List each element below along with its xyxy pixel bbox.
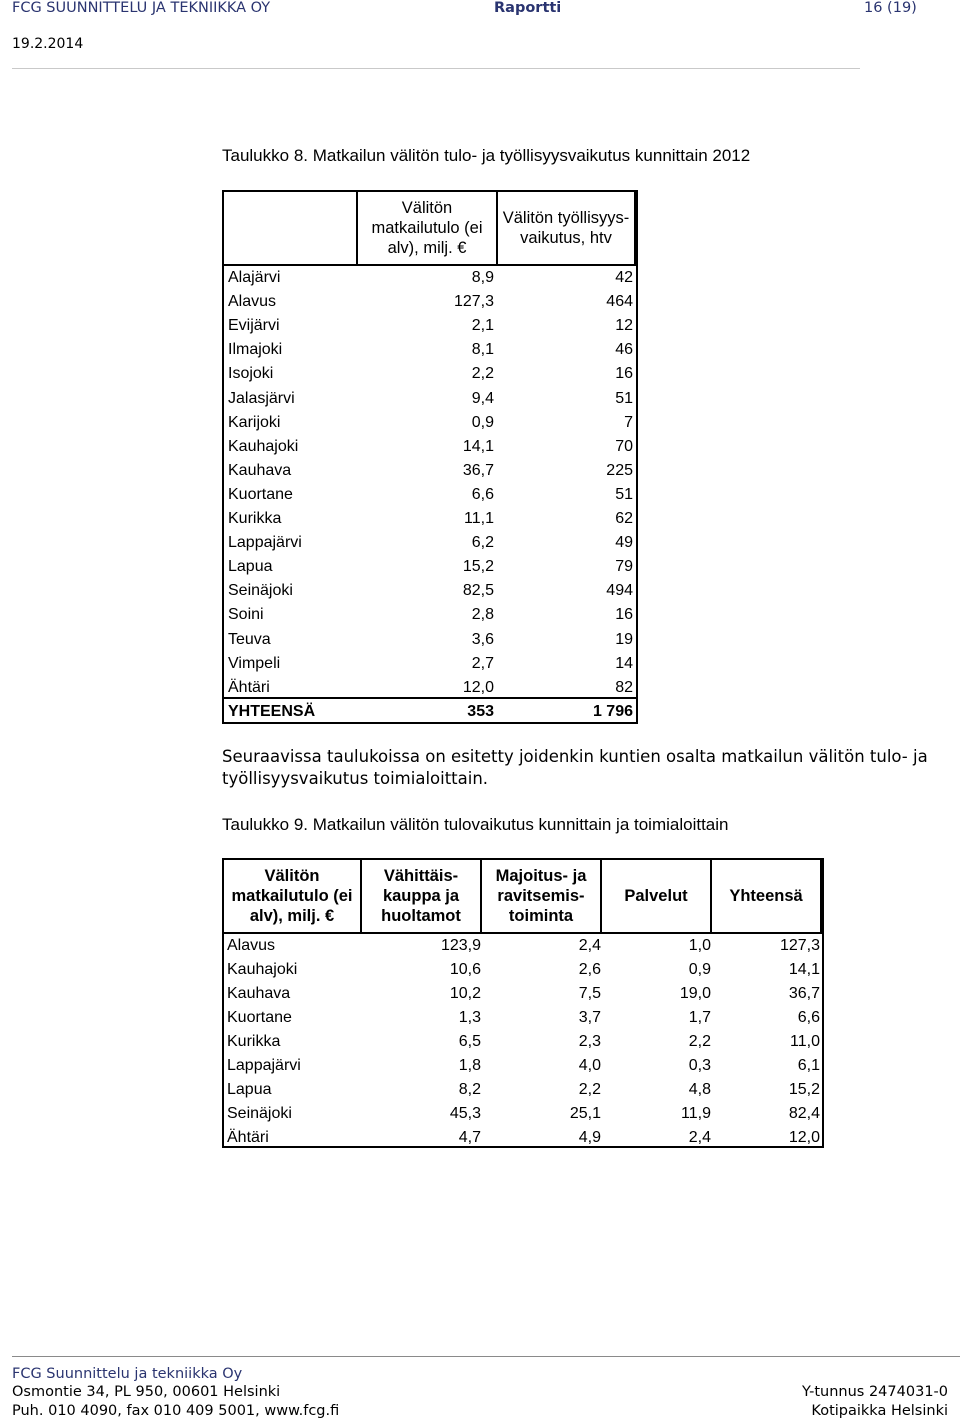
employment-cell: 42 <box>615 269 633 286</box>
table8-header-employment: Välitön työllisyys-vaikutus, htv <box>498 192 636 264</box>
income-cell: 6,2 <box>471 534 494 552</box>
total-cell: 11,0 <box>790 1033 820 1050</box>
total-cell: 6,6 <box>797 1009 820 1026</box>
income-cell: 15,2 <box>462 558 494 576</box>
table-row <box>224 1030 822 1054</box>
income-cell: 3,6 <box>471 630 494 648</box>
retail-cell: 2,2 <box>578 1081 601 1098</box>
header-company: FCG SUUNNITTELU JA TEKNIIKKA OY <box>12 0 271 16</box>
income-cell: 1,8 <box>458 1057 481 1074</box>
accommodation-cell: 0,3 <box>688 1057 711 1074</box>
income-cell: 8,9 <box>471 269 494 286</box>
municipality-cell: Alavus <box>228 293 277 311</box>
accommodation-cell: 11,9 <box>681 1105 711 1122</box>
employment-cell: 19 <box>615 630 633 648</box>
income-cell: 2,1 <box>471 317 494 335</box>
table-row <box>224 1126 822 1150</box>
municipality-cell: Kurikka <box>228 510 282 527</box>
employment-cell: 494 <box>606 582 633 600</box>
total-cell: 82,4 <box>788 1105 820 1122</box>
footer-divider <box>12 1356 960 1357</box>
header-page-number: 16 (19) <box>864 0 917 16</box>
footer-contact: Puh. 010 4090, fax 010 409 5001, www.fcg.fi <box>12 1403 340 1419</box>
total-cell: 6,1 <box>797 1057 820 1074</box>
municipality-cell: Kauhajoki <box>227 961 298 978</box>
header-date: 19.2.2014 <box>12 36 84 52</box>
accommodation-cell: 1,0 <box>688 937 711 954</box>
retail-cell: 4,0 <box>578 1057 601 1074</box>
income-cell: 1,3 <box>458 1009 481 1026</box>
table8 <box>222 190 638 724</box>
retail-cell: 2,4 <box>578 937 601 954</box>
body-paragraph: Seuraavissa taulukoissa on esitetty joidenkin kuntien osalta matkailun välitön tulo- ja työllisyysvaikutus toimialoittain. <box>222 747 928 788</box>
total-cell: 14,1 <box>788 961 820 978</box>
table-row <box>224 483 636 507</box>
income-cell: 8,2 <box>458 1081 481 1098</box>
municipality-cell: Isojoki <box>228 365 274 383</box>
income-cell: 12,0 <box>462 678 494 696</box>
municipality-cell: Kuortane <box>227 1009 292 1026</box>
footer-business-id: Y-tunnus 2474031-0 <box>801 1384 948 1400</box>
table-row <box>224 387 636 411</box>
header-divider <box>12 68 860 69</box>
accommodation-cell: 0,9 <box>688 961 711 978</box>
employment-cell: 46 <box>615 341 633 359</box>
table-row <box>224 1102 822 1126</box>
municipality-cell: Vimpeli <box>228 654 281 672</box>
table8-total-row <box>224 700 636 724</box>
total-cell: 15,2 <box>788 1081 820 1098</box>
employment-cell: 16 <box>615 606 633 624</box>
income-cell: 6,6 <box>471 485 494 503</box>
retail-cell: 4,9 <box>578 1129 601 1146</box>
income-cell: 127,3 <box>453 293 494 311</box>
accommodation-cell: 19,0 <box>679 985 711 1002</box>
employment-cell: 7 <box>624 413 633 431</box>
municipality-cell: Ilmajoki <box>228 341 283 359</box>
table9-header-total: Yhteensä <box>712 860 822 932</box>
municipality-cell: Alajärvi <box>228 269 281 286</box>
municipality-cell: Soini <box>228 606 264 624</box>
employment-cell: 464 <box>606 293 633 311</box>
employment-cell: 82 <box>615 678 633 696</box>
municipality-cell: Lappajärvi <box>227 1057 301 1074</box>
table-row <box>224 1078 822 1102</box>
table-row <box>224 411 636 435</box>
footer-company: FCG Suunnittelu ja tekniikka Oy <box>12 1366 243 1382</box>
table8-total-divider <box>224 697 636 699</box>
income-cell: 45,3 <box>449 1105 481 1122</box>
accommodation-cell: 1,7 <box>688 1009 711 1026</box>
retail-cell: 2,6 <box>578 961 601 978</box>
municipality-cell: Jalasjärvi <box>228 389 295 407</box>
table9-header-accommodation: Majoitus- ja ravitsemis-toiminta <box>482 860 602 932</box>
income-cell: 4,7 <box>458 1129 481 1146</box>
table-row <box>224 555 636 579</box>
municipality-cell: Kauhajoki <box>228 437 299 455</box>
table-row <box>224 338 636 362</box>
income-cell: 36,7 <box>462 461 494 479</box>
municipality-cell: Lapua <box>227 1081 272 1098</box>
municipality-cell: Evijärvi <box>228 317 280 335</box>
municipality-cell: Ähtäri <box>228 678 270 696</box>
income-cell: 2,2 <box>471 365 494 383</box>
income-cell: 6,5 <box>458 1033 481 1050</box>
table-row <box>224 531 636 555</box>
table-row <box>224 1054 822 1078</box>
income-cell: 14,1 <box>462 437 494 455</box>
table8-total-income: 353 <box>467 703 494 720</box>
municipality-cell: Lapua <box>228 558 273 576</box>
table8-header-income: Välitön matkailutulo (ei alv), milj. € <box>358 192 498 264</box>
income-cell: 0,9 <box>471 413 494 431</box>
header-doc-type: Raportti <box>494 0 562 16</box>
income-cell: 82,5 <box>462 582 494 600</box>
table9-header-income: Välitön matkailutulo (ei alv), milj. € <box>224 860 362 932</box>
table-row <box>224 362 636 386</box>
retail-cell: 25,1 <box>569 1105 601 1122</box>
total-cell: 36,7 <box>788 985 820 1002</box>
total-cell: 12,0 <box>788 1129 820 1146</box>
accommodation-cell: 2,4 <box>688 1129 711 1146</box>
employment-cell: 49 <box>615 534 633 552</box>
income-cell: 11,1 <box>464 510 494 527</box>
income-cell: 8,1 <box>471 341 494 359</box>
table8-total-label: YHTEENSÄ <box>228 703 316 720</box>
municipality-cell: Karijoki <box>228 413 281 431</box>
retail-cell: 2,3 <box>578 1033 601 1050</box>
employment-cell: 12 <box>615 317 633 335</box>
table-row <box>224 459 636 483</box>
page-header <box>12 0 948 60</box>
table-row <box>224 958 822 982</box>
municipality-cell: Teuva <box>228 630 271 648</box>
table8-total-employment: 1 796 <box>592 703 633 720</box>
footer-address: Osmontie 34, PL 950, 00601 Helsinki <box>12 1384 281 1400</box>
accommodation-cell: 4,8 <box>688 1081 711 1098</box>
table9-header-services: Palvelut <box>602 860 712 932</box>
employment-cell: 51 <box>615 485 633 503</box>
income-cell: 10,2 <box>449 985 481 1002</box>
retail-cell: 3,7 <box>578 1009 601 1026</box>
income-cell: 2,7 <box>471 654 494 672</box>
employment-cell: 16 <box>615 365 633 383</box>
table-row <box>224 1006 822 1030</box>
table9-caption: Taulukko 9. Matkailun välitön tulovaikutus kunnittain ja toimialoittain <box>222 815 729 834</box>
municipality-cell: Kurikka <box>227 1033 281 1050</box>
table8-caption: Taulukko 8. Matkailun välitön tulo- ja työllisyysvaikutus kunnittain 2012 <box>222 146 751 165</box>
table-row <box>224 266 636 290</box>
accommodation-cell: 2,2 <box>688 1033 711 1050</box>
municipality-cell: Ähtäri <box>227 1129 269 1146</box>
municipality-cell: Lappajärvi <box>228 534 302 552</box>
income-cell: 2,8 <box>471 606 494 624</box>
table-row <box>224 435 636 459</box>
table-row <box>224 603 636 627</box>
table-row <box>224 628 636 652</box>
income-cell: 10,6 <box>449 961 481 978</box>
employment-cell: 62 <box>615 510 633 527</box>
employment-cell: 14 <box>615 654 633 672</box>
table-row <box>224 314 636 338</box>
table-row <box>224 290 636 314</box>
table-row <box>224 652 636 676</box>
total-cell: 127,3 <box>779 937 820 954</box>
municipality-cell: Seinäjoki <box>227 1105 292 1122</box>
income-cell: 123,9 <box>440 937 481 954</box>
municipality-cell: Kauhava <box>227 985 291 1002</box>
table-row <box>224 507 636 531</box>
municipality-cell: Seinäjoki <box>228 582 293 600</box>
municipality-cell: Alavus <box>227 937 276 954</box>
income-cell: 9,4 <box>471 389 494 407</box>
table8-header-empty <box>224 192 358 264</box>
employment-cell: 70 <box>615 437 633 455</box>
employment-cell: 79 <box>615 558 633 576</box>
table-row <box>224 934 822 958</box>
footer-domicile: Kotipaikka Helsinki <box>811 1403 948 1419</box>
table-row <box>224 982 822 1006</box>
employment-cell: 51 <box>615 389 633 407</box>
table9 <box>222 858 824 1148</box>
table9-header-retail: Vähittäis-kauppa ja huoltamot <box>362 860 482 932</box>
municipality-cell: Kuortane <box>228 485 293 503</box>
employment-cell: 225 <box>606 461 633 479</box>
table-row <box>224 579 636 603</box>
retail-cell: 7,5 <box>578 985 601 1002</box>
municipality-cell: Kauhava <box>228 461 292 479</box>
